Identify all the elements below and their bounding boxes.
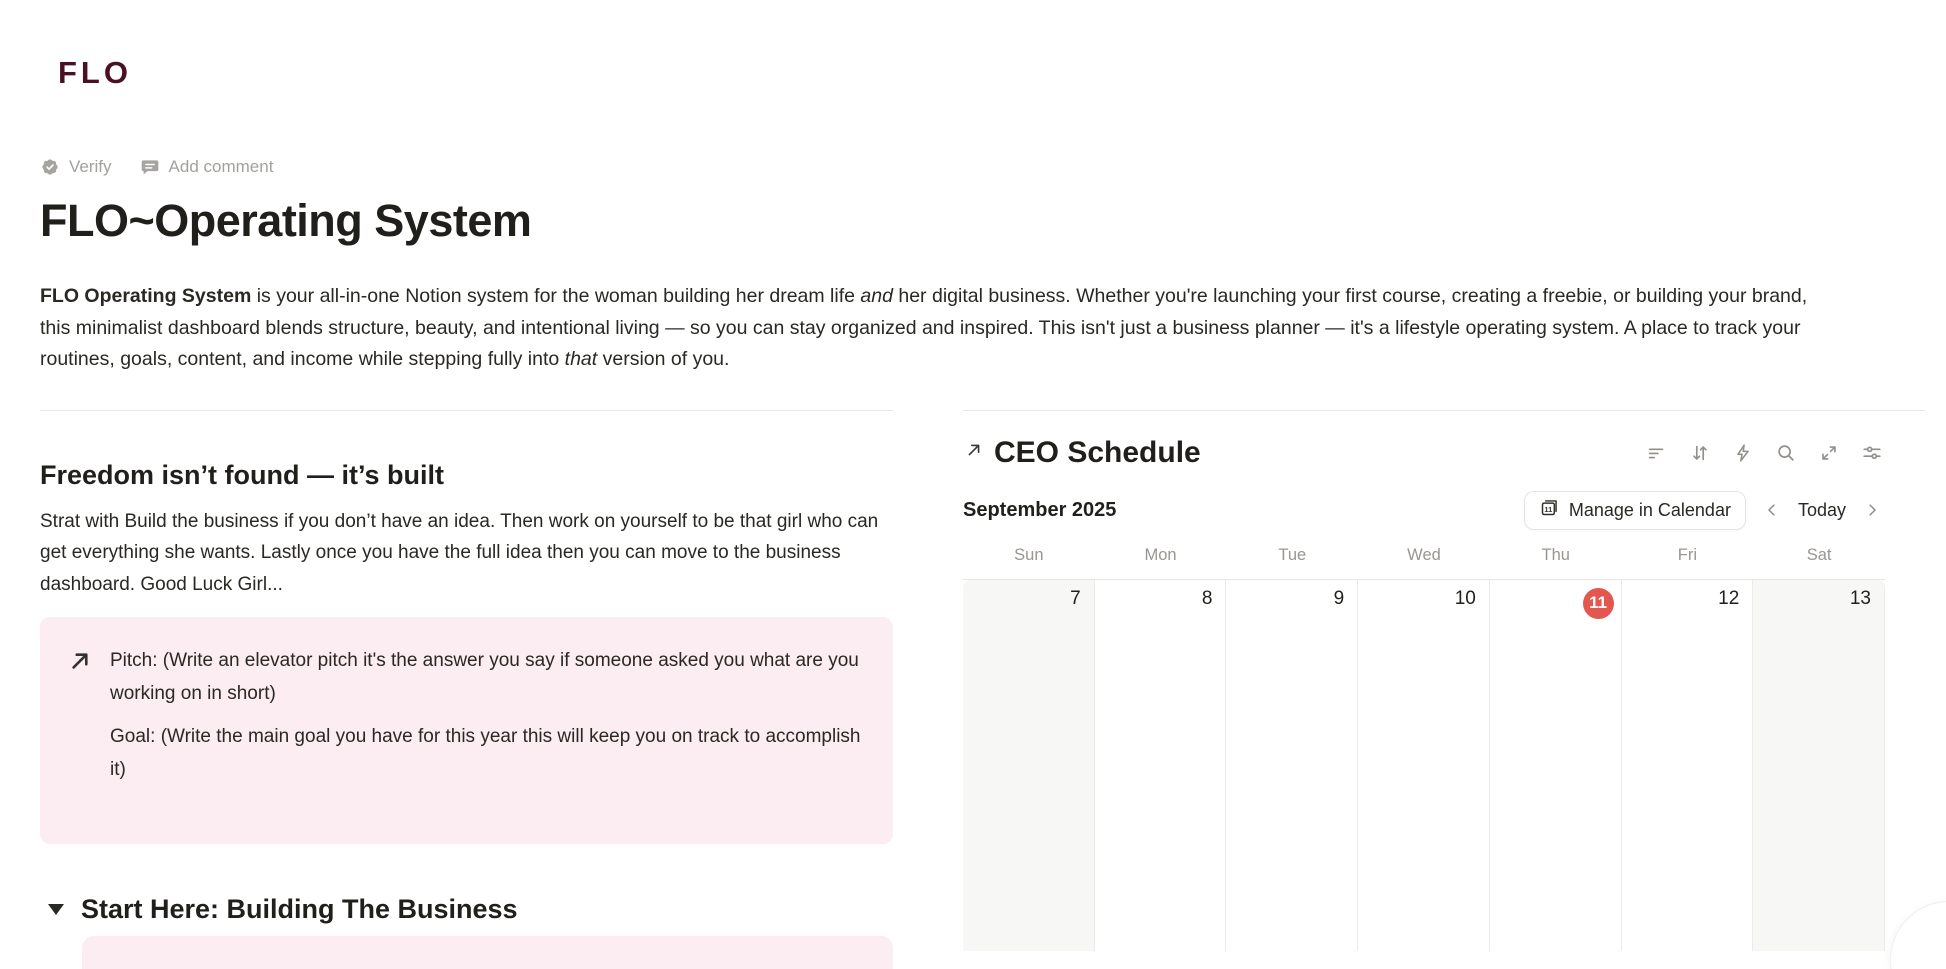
add-comment-button[interactable] (140, 157, 274, 177)
intro-paragraph: FLO Operating System is your all-in-one Notion system for the woman building her dream life and her digital business. Whether you're launching your first course, creating a freebie, or building your brand, this minimalist dashboard blends structure, beauty, and intentional living — so you can stay organized and inspired. This isn't just a business planner — it's a lifestyle operating system. A place to track your routines, goals, content, and income while stepping fully into that version of you. (40, 285, 1808, 371)
pitch-text: Pitch: (Write an elevator pitch it's the answer you say if someone asked you what are you working on in short) (110, 649, 859, 704)
comment-icon (140, 157, 160, 177)
weekday-label: Sat (1806, 545, 1832, 564)
goal-text: Goal: (Write the main goal you have for this year this will keep you on track to accomplish it) (110, 725, 861, 780)
verify-label: Verify (69, 157, 112, 176)
weekday-label: Fri (1677, 545, 1698, 564)
notion-page (0, 55, 1946, 969)
calendar-header (963, 491, 1925, 530)
toggle-heading-row (40, 894, 893, 925)
search-icon[interactable] (1775, 442, 1797, 464)
filter-icon[interactable] (1646, 442, 1668, 464)
manage-in-calendar-button[interactable] (1524, 491, 1746, 530)
weekday-label: Wed (1407, 545, 1441, 564)
flo-logo: FLO (58, 55, 132, 90)
weekday-label: Mon (1144, 545, 1177, 564)
manage-in-calendar-label: Manage in Calendar (1568, 499, 1731, 520)
calendar-cell-fri[interactable]: 12 (1622, 580, 1754, 951)
add-comment-label: Add comment (168, 157, 274, 176)
view-title[interactable]: CEO Schedule (994, 435, 1201, 469)
divider-left (40, 410, 893, 411)
calendar-month-label: September 2025 (963, 498, 1117, 521)
settings-sliders-icon[interactable] (1861, 442, 1883, 464)
calendar-cell-thu[interactable] (1490, 580, 1622, 951)
expand-icon[interactable] (1818, 442, 1840, 464)
view-toolbar (1646, 442, 1925, 464)
previous-week-chevron[interactable] (1761, 497, 1783, 523)
pitch-goal-callout (40, 617, 893, 844)
callout-body (110, 644, 863, 786)
today-badge: 11 (1583, 588, 1614, 619)
weekday-label-row (963, 546, 1885, 565)
weekday-label: Sun (1014, 545, 1044, 564)
left-column (40, 410, 893, 969)
freedom-heading: Freedom isn’t found — it’s built (40, 459, 444, 490)
today-button[interactable]: Today (1797, 499, 1846, 520)
start-here-heading: Start Here: Building The Business (81, 893, 518, 924)
divider-right (963, 410, 1925, 411)
toggle-expand-icon[interactable] (48, 904, 64, 915)
zap-icon[interactable] (1732, 442, 1754, 464)
weekday-label: Thu (1541, 545, 1570, 564)
svg-text:11: 11 (1544, 505, 1553, 515)
calendar-cell-sun[interactable]: 7 (963, 580, 1095, 951)
ne-arrow-icon (66, 647, 94, 680)
calendar-cell-sat[interactable]: 13 (1753, 580, 1885, 951)
sort-icon[interactable] (1689, 442, 1711, 464)
linked-view-header (963, 436, 1925, 470)
verify-button[interactable] (40, 157, 112, 177)
freedom-paragraph: Strat with Build the business if you don’t have an idea. Then work on yourself to be that girl who can get everything she wants. Lastly once you have the full idea then you can move to the business dashboard. Good Luck Girl... (40, 510, 879, 595)
calendar-cell-wed[interactable]: 10 (1358, 580, 1490, 951)
calendar-cell-mon[interactable]: 8 (1095, 580, 1227, 951)
pink-block-partial (82, 936, 893, 969)
next-week-chevron[interactable] (1861, 497, 1883, 523)
calendar-controls (1524, 491, 1883, 530)
verify-badge-icon (40, 157, 60, 177)
open-link-arrow-icon (963, 439, 985, 466)
calendar-icon (1539, 497, 1560, 523)
two-column-layout (40, 410, 1946, 969)
page-title: FLO~Operating System (40, 195, 532, 246)
weekday-label: Tue (1278, 545, 1307, 564)
calendar-cell-tue[interactable]: 9 (1226, 580, 1358, 951)
right-column (963, 410, 1925, 969)
page-action-row (40, 157, 1946, 177)
calendar-week-grid (963, 579, 1885, 951)
